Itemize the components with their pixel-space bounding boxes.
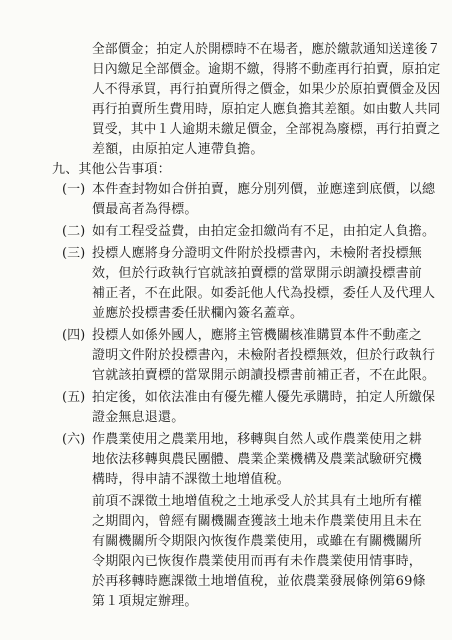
continuation-line: 人不得承買，再行拍賣所得之價金，如果少於原拍賣價金及因	[92, 82, 441, 98]
item-line: 投標人如係外國人，應將主管機關核准購買本件不動產之	[92, 328, 423, 344]
note-line: 令期限內已恢復作農業使用而再有未作農業使用情事時，	[92, 553, 423, 569]
item-line: 並應於投標書委任狀欄內簽名蓋章。	[92, 306, 304, 322]
item-marker: (六)	[62, 431, 86, 447]
note-line: 之期間內，曾經有關機關查獲該土地未作農業使用且未在	[92, 513, 423, 529]
continuation-line: 日內繳足全部價金。逾期不繳，得將不動產再行拍賣，原拍定	[92, 62, 441, 78]
item-line: 作農業使用之農業用地，移轉與自然人或作農業使用之耕	[92, 431, 423, 447]
note-line: 有關機關所令期限內恢復作農業使用，或雖在有關機關所	[92, 533, 423, 549]
item-line: 效，但於行政執行官就該拍賣標的當眾開示朗讀投標書前	[92, 266, 423, 282]
item-marker: (五)	[62, 389, 86, 405]
item-marker: (一)	[62, 182, 86, 198]
item-line: 官就該拍賣標的當眾開示朗讀投標書前補正者，不在此限。	[92, 368, 436, 384]
continuation-line: 差額，由原拍定人連帶負擔。	[92, 142, 264, 158]
item-marker: (三)	[62, 246, 86, 262]
item-line: 證金無息退還。	[92, 410, 185, 425]
item-marker: (四)	[62, 328, 86, 344]
item-line: 價最高者為得標。	[92, 202, 198, 218]
item-marker: (二)	[62, 224, 86, 240]
item-line: 如有工程受益費，由拍定金扣繳尚有不足，由拍定人負擔。	[92, 224, 436, 240]
continuation-line: 再行拍賣所生費用時，原拍定人應負擔其差額。如由數人共同	[92, 102, 441, 118]
item-line: 構時，得申請不課徵土地增值稅。	[92, 471, 291, 487]
item-line: 補正者，不在此限。如委託他人代為投標，委任人及代理人	[92, 286, 436, 302]
note-line: 於再移轉時應課徵土地增值稅，並依農業發展條例第69條	[92, 573, 426, 589]
note-line: 前項不課徵土地增值稅之土地承受人於其具有土地所有權	[92, 493, 423, 509]
item-line: 證明文件附於投標書內，未檢附者投標無效，但於行政執行	[92, 348, 436, 364]
item-line: 拍定後，如依法准由有優先權人優先承購時，拍定人所繳保	[92, 389, 436, 405]
item-line: 地依法移轉與農民團體、農業企業機構及農業試驗研究機	[92, 451, 423, 467]
note-line: 第１項規定辦理。	[92, 594, 198, 609]
item-line: 本件查封物如合併拍賣，應分別列價，並應達到底價，以總	[92, 182, 436, 198]
continuation-line: 買受，其中１人逾期未繳足價金，全部視為廢標，再行拍賣之	[92, 122, 441, 138]
item-line: 投標人應將身分證明文件附於投標書內，未檢附者投標無	[92, 246, 423, 262]
section-title: 九、其他公告事項：	[52, 162, 171, 178]
continuation-line: 全部價金；拍定人於開標時不在場者，應於繳款通知送達後７	[92, 42, 441, 57]
